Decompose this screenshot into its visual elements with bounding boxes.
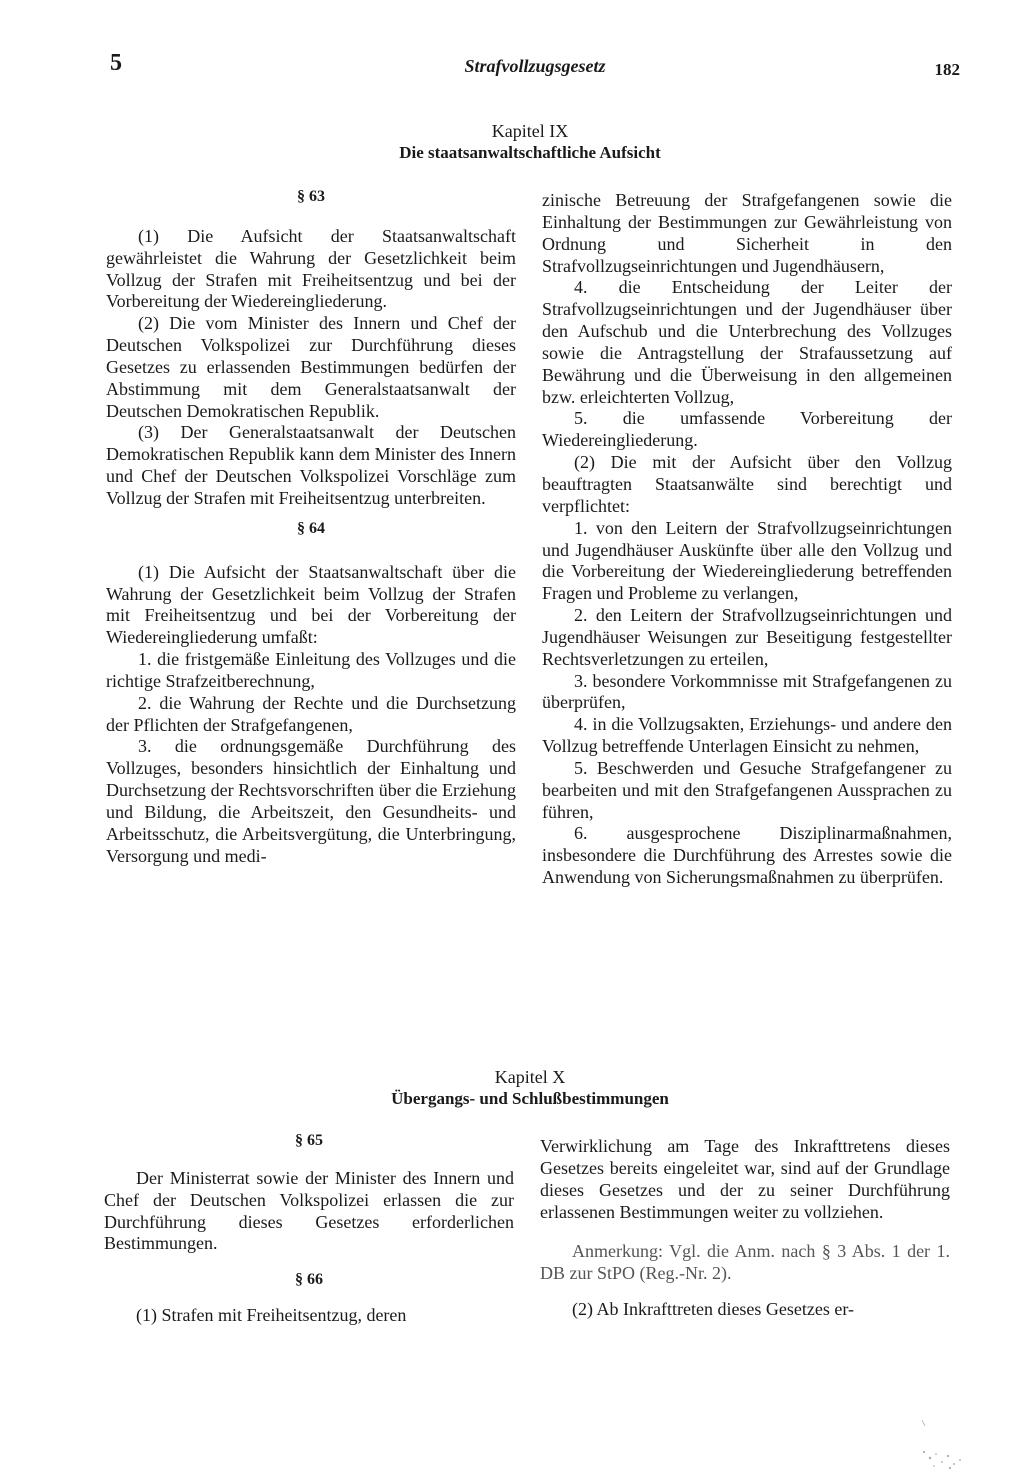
paragraph: (1) Strafen mit Freiheitsentzug, deren: [136, 1305, 407, 1326]
spacer: [106, 208, 516, 226]
chapter-9-left-column: [106, 186, 516, 867]
list-item: 1. die fristgemäße Einleitung des Vollzuges und die richtige Strafzeitberechnung,: [106, 649, 516, 691]
chapter-10-right-column: [540, 1136, 950, 1321]
list-item: 5. Beschwerden und Gesuche Strafgefangener zu bearbeiten und mit den Strafgefangenen Aussprachen zu führen,: [542, 757, 952, 822]
list-item: 4. in die Vollzugsakten, Erziehungs- und andere den Vollzug betreffende Unterlagen Einsicht zu nehmen,: [542, 714, 952, 757]
spacer: [104, 1152, 514, 1168]
paragraph: (1) Die Aufsicht der Staatsanwaltschaft gewährleistet die Wahrung der Gesetzlichkeit beim Vollzug der Strafen mit Freiheitsentzug und bei der Vorbereitung der Wiedereingliederung.: [106, 225, 516, 312]
annotation-note: Anmerkung: Vgl. die Anm. nach § 3 Abs. 1 der 1. DB zur StPO (Reg.-Nr. 2).: [540, 1241, 950, 1284]
running-title: Strafvollzugsgesetz: [464, 56, 606, 76]
paragraph: (2) Ab Inkrafttreten dieses Gesetzes er-: [572, 1299, 855, 1320]
paragraph: (1) Die Aufsicht der Staatsanwaltschaft über die Wahrung der Gesetzlichkeit beim Vollzug der Strafen mit Freiheitsentzug und bei der Vorbereitung der Wiedereingliederung umfaßt:: [106, 561, 516, 648]
spacer: [540, 1223, 950, 1241]
list-item: 2. den Leitern der Strafvollzugseinrichtungen und Jugendhäuser Weisungen zur Beseitigung festgestellter Rechtsverletzungen zu erteilen,: [542, 605, 952, 669]
chapter-label: Kapitel IX: [491, 121, 569, 141]
list-item: 3. besondere Vorkommnisse mit Strafgefangenen zu überprüfen,: [542, 670, 952, 713]
list-item: 4. die Entscheidung der Leiter der Strafvollzugseinrichtungen und der Jugendhäuser über den Aufschub und die Unterbrechung des Vollzuges sowie die Antragstellung der Strafaussetzung auf Bewährung und die Überweisung in den allgemeinen bzw. erleichterten Vollzug,: [542, 277, 952, 407]
scan-artifact-marks: [904, 1414, 974, 1474]
section-heading: § 65: [295, 1132, 323, 1149]
spacer: [106, 540, 516, 562]
paragraph: (3) Der Generalstaatsanwalt der Deutschen Demokratischen Republik kann dem Minister des Innern und Chef der Deutschen Volkspolizei Vorschläge zum Vollzug der Strafen mit Freiheitsentzug unterbreiten.: [106, 422, 516, 508]
spacer: [104, 1291, 514, 1305]
page-number: 182: [934, 60, 960, 79]
list-item: 5. die umfassende Vorbereitung der Wiedereingliederung.: [542, 408, 952, 451]
paragraph: (2) Die vom Minister des Innern und Chef der Deutschen Volkspolizei zur Durchführung dieses Gesetzes zu erlassenden Bestimmungen bedürfen der Abstimmung mit dem Generalstaatsanwalt der Deutschen Demokratischen Republik.: [106, 313, 516, 421]
chapter-title: Die staatsanwaltschaftliche Aufsicht: [399, 143, 661, 162]
paragraph: Der Ministerrat sowie der Minister des Innern und Chef der Deutschen Volkspolizei erlassen die zur Durchführung dieses Gesetzes erforderlichen Bestimmungen.: [104, 1167, 514, 1254]
paragraph-continuation: Verwirklichung am Tage des Inkrafttretens dieses Gesetzes bereits eingeleitet war, sind auf der Grundlage dieses Gesetzes und der zu seiner Durchführung erlassenen Bestimmungen weiter zu vollziehen.: [540, 1136, 950, 1222]
section-heading: § 64: [297, 519, 325, 537]
list-item: 2. die Wahrung der Rechte und die Durchsetzung der Pflichten der Strafgefangenen,: [106, 692, 516, 735]
chapter-10-heading: [110, 1066, 950, 1110]
section-heading: § 63: [297, 188, 325, 205]
spacer: [106, 510, 516, 518]
section-number: 5: [110, 50, 122, 76]
spacer: [104, 1255, 514, 1269]
chapter-9-right-column: [542, 190, 952, 889]
chapter-title: Übergangs- und Schlußbestimmungen: [391, 1089, 669, 1108]
chapter-9-heading: [110, 120, 950, 164]
chapter-label: Kapitel X: [494, 1067, 566, 1087]
paragraph-continuation: zinische Betreuung der Strafgefangenen sowie die Einhaltung der Bestimmungen zur Gewährleistung von Ordnung und Sicherheit in den Strafvollzugseinrichtungen und Jugendhäusern,: [542, 190, 952, 276]
paragraph: (2) Die mit der Aufsicht über den Vollzug beauftragten Staatsanwälte sind berechtigt und verpflichtet:: [542, 452, 952, 516]
list-item: 3. die ordnungsgemäße Durchführung des Vollzuges, besonders hinsichtlich der Einhaltung und Durchsetzung der Rechtsvorschriften über die Erziehung und Bildung, die Arbeitszeit, den Gesundheits- und Arbeitsschutz, die Arbeitsvergütung, die Unterbringung, Versorgung und medi-: [106, 736, 516, 866]
section-heading: § 66: [295, 1271, 323, 1289]
chapter-10-left-column: [104, 1130, 514, 1327]
spacer: [540, 1285, 950, 1299]
page-header: [110, 50, 960, 90]
list-item: 6. ausgesprochene Disziplinarmaßnahmen, insbesondere die Durchführung des Arrestes sowie die Anwendung von Sicherungsmaßnahmen zu überprüfen.: [542, 823, 952, 888]
list-item: 1. von den Leitern der Strafvollzugseinrichtungen und Jugendhäuser Auskünfte über alle den Vollzug und die Vorbereitung der Wiedereingliederung betreffenden Fragen und Probleme zu verlangen,: [542, 517, 952, 604]
